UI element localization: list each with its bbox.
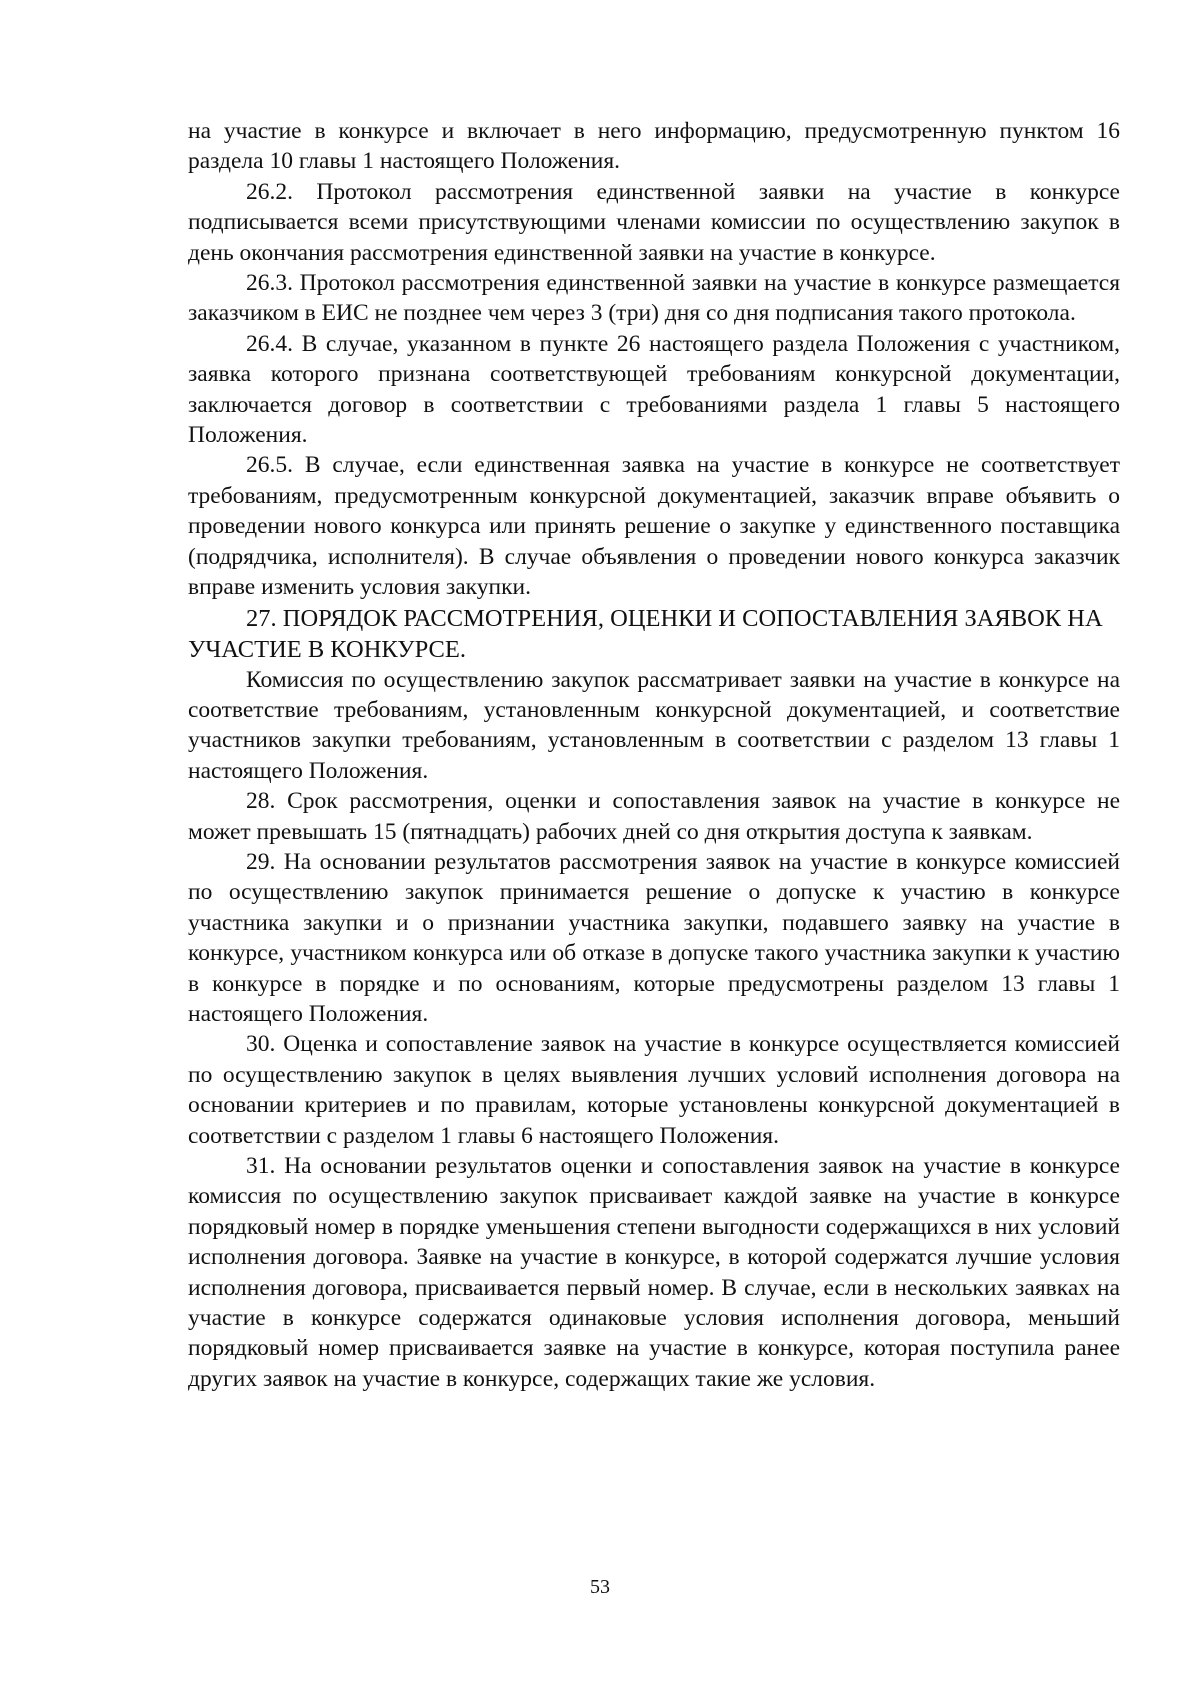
section-heading-27: 27. ПОРЯДОК РАССМОТРЕНИЯ, ОЦЕНКИ И СОПОСТАВЛЕНИЯ ЗАЯВОК НА УЧАСТИЕ В КОНКУРСЕ. bbox=[188, 604, 1103, 663]
paragraph-27: Комиссия по осуществлению закупок рассматривает заявки на участие в конкурсе на соответствие требованиям, установленным конкурсной документацией, и соответствие участников закупки требованиям, установленным в соответствии с разделом 13 главы 1 настоящего Положения. bbox=[188, 666, 1120, 784]
paragraph-26-5: 26.5. В случае, если единственная заявка на участие в конкурсе не соответствует требованиям, предусмотренным конкурсной документацией, заказчик вправе объявить о проведении нового конкурса или принять решение о закупке у единственного поставщика (подрядчика, исполнителя). В случае объявления о проведении нового конкурса заказчик вправе изменить условия закупки. bbox=[188, 452, 1120, 601]
paragraph-continuation: на участие в конкурсе и включает в него информацию, предусмотренную пунктом 16 раздела 10 главы 1 настоящего Положения. bbox=[188, 118, 1120, 175]
paragraph-29: 29. На основании результатов рассмотрения заявок на участие в конкурсе комиссией по осуществлению закупок принимается решение о допуске к участию в конкурсе участника закупки и о признании участника закупки, подавшего заявку на участие в конкурсе, участником конкурса или об отказе в допуске такого участника закупки к участию в конкурсе в порядке и по основаниям, которые предусмотрены разделом 13 главы 1 настоящего Положения. bbox=[188, 848, 1120, 1027]
paragraph-30: 30. Оценка и сопоставление заявок на участие в конкурсе осуществляется комиссией по осуществлению закупок в целях выявления лучших условий исполнения договора на основании критериев и по правилам, которые установлены конкурсной документацией в соответствии с разделом 1 главы 6 настоящего Положения. bbox=[188, 1031, 1120, 1149]
paragraph-26-4: 26.4. В случае, указанном в пункте 26 настоящего раздела Положения с участником, заявка которого признана соответствующей требованиям конкурсной документации, заключается договор в соответствии с требованиями раздела 1 главы 5 настоящего Положения. bbox=[188, 330, 1120, 449]
paragraph-28: 28. Срок рассмотрения, оценки и сопоставления заявок на участие в конкурсе не может превышать 15 (пятнадцать) рабочих дней со дня открытия доступа к заявкам. bbox=[188, 788, 1120, 845]
paragraph-26-2: 26.2. Протокол рассмотрения единственной заявки на участие в конкурсе подписывается всеми присутствующими членами комиссии по осуществлению закупок в день окончания рассмотрения единственной заявки на участие в конкурсе. bbox=[188, 178, 1120, 266]
paragraph-31: 31. На основании результатов оценки и сопоставления заявок на участие в конкурсе комиссия по осуществлению закупок присваивает каждой заявке на участие в конкурсе порядковый номер в порядке уменьшения степени выгодности содержащихся в них условий исполнения договора. Заявке на участие в конкурсе, в которой содержатся лучшие условия исполнения договора, присваивается первый номер. В случае, если в нескольких заявках на участие в конкурсе содержатся одинаковые условия исполнения договора, меньший порядковый номер присваивается заявке на участие в конкурсе, которая поступила ранее других заявок на участие в конкурсе, содержащих такие же условия. bbox=[188, 1153, 1120, 1392]
page-number: 53 bbox=[590, 1576, 610, 1598]
paragraph-26-3: 26.3. Протокол рассмотрения единственной заявки на участие в конкурсе размещается заказчиком в ЕИС не позднее чем через 3 (три) дня со дня подписания такого протокола. bbox=[188, 270, 1120, 327]
document-body bbox=[188, 116, 1120, 1394]
